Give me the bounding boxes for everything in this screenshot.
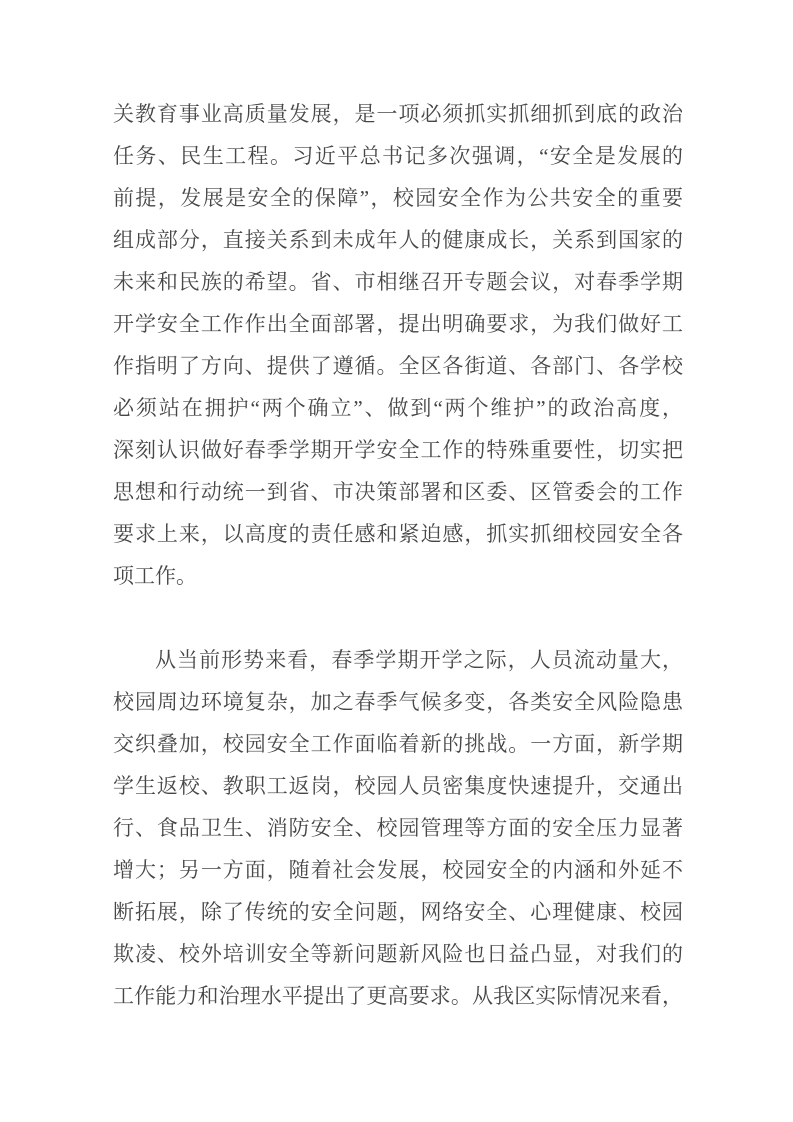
paragraph <box>113 639 683 1017</box>
text-line: 校园周边环境复杂，加之春季气候多变，各类安全风险隐患 <box>113 690 683 714</box>
paragraph-gap <box>113 597 683 639</box>
text-line: 未来和民族的希望。省、市相继召开专题会议，对春季学期 <box>113 270 683 294</box>
text-line: 增大；另一方面，随着社会发展，校园安全的内涵和外延不 <box>113 858 683 882</box>
text-line: 思想和行动统一到省、市决策部署和区委、区管委会的工作 <box>113 480 683 504</box>
text-line: 作指明了方向、提供了遵循。全区各街道、各部门、各学校 <box>113 354 683 378</box>
text-line: 交织叠加，校园安全工作面临着新的挑战。一方面，新学期 <box>113 732 683 756</box>
text-line: 断拓展，除了传统的安全问题，网络安全、心理健康、校园 <box>113 900 683 924</box>
text-line: 项工作。 <box>113 564 197 588</box>
text-line: 必须站在拥护“两个确立”、做到“两个维护”的政治高度， <box>113 396 683 420</box>
text-line: 任务、民生工程。习近平总书记多次强调，“安全是发展的 <box>113 144 683 168</box>
text-line: 关教育事业高质量发展，是一项必须抓实抓细抓到底的政治 <box>113 102 683 126</box>
text-line: 从当前形势来看，春季学期开学之际，人员流动量大， <box>155 648 683 672</box>
text-line: 学生返校、教职工返岗，校园人员密集度快速提升，交通出 <box>113 774 683 798</box>
text-line: 工作能力和治理水平提出了更高要求。从我区实际情况来看， <box>113 984 683 1008</box>
text-line: 开学安全工作作出全面部署，提出明确要求，为我们做好工 <box>113 312 683 336</box>
text-line: 前提，发展是安全的保障”，校园安全作为公共安全的重要 <box>113 186 683 210</box>
document-text-block <box>113 93 683 1017</box>
text-line: 要求上来，以高度的责任感和紧迫感，抓实抓细校园安全各 <box>113 522 683 546</box>
text-line: 欺凌、校外培训安全等新问题新风险也日益凸显，对我们的 <box>113 942 683 966</box>
text-line: 深刻认识做好春季学期开学安全工作的特殊重要性，切实把 <box>113 438 683 462</box>
text-line: 行、食品卫生、消防安全、校园管理等方面的安全压力显著 <box>113 816 683 840</box>
paragraph <box>113 93 683 597</box>
text-line: 组成部分，直接关系到未成年人的健康成长，关系到国家的 <box>113 228 683 252</box>
